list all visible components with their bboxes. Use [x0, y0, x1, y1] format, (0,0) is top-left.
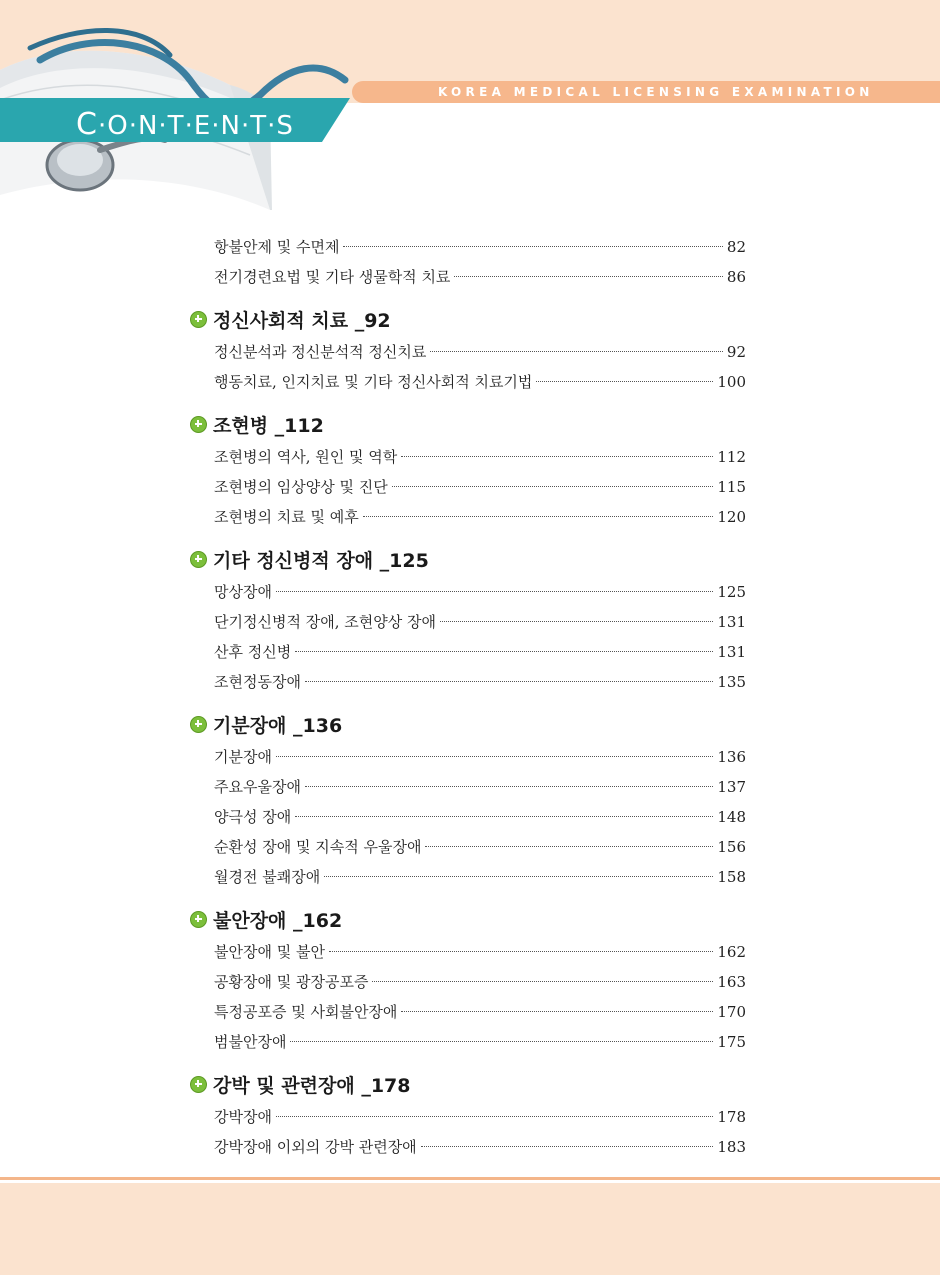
- toc-entry-label: 강박장애 이외의 강박 관련장애: [214, 1138, 417, 1156]
- toc-entry[interactable]: [190, 997, 746, 1027]
- toc-entry-label: 양극성 장애: [214, 808, 292, 826]
- toc-entry[interactable]: [190, 577, 746, 607]
- dot-leader: [324, 876, 713, 877]
- toc-entry-page: 115: [717, 478, 746, 496]
- toc-entry-page: 170: [717, 1003, 746, 1021]
- toc-entry-page: 120: [717, 508, 746, 526]
- toc-entry[interactable]: [190, 472, 746, 502]
- dot-leader: [363, 516, 714, 517]
- toc-entry[interactable]: [190, 367, 746, 397]
- dot-leader: [290, 1041, 713, 1042]
- toc-sections: [190, 304, 746, 1162]
- footer-background: [0, 1183, 940, 1275]
- toc-entry-page: 112: [717, 448, 746, 466]
- footer-divider: [0, 1177, 940, 1180]
- dot-leader: [329, 951, 713, 952]
- toc-entry-page: 178: [717, 1108, 746, 1126]
- toc-entry-label: 산후 정신병: [214, 643, 292, 661]
- dot-leader: [295, 816, 713, 817]
- toc-entry[interactable]: [190, 637, 746, 667]
- toc-entry-page: 163: [717, 973, 746, 991]
- dot-leader: [454, 276, 722, 277]
- contents-letter: S: [276, 111, 294, 141]
- toc-entry-label: 불안장애 및 불안: [214, 943, 325, 961]
- toc-entry[interactable]: [190, 772, 746, 802]
- toc-entry-label: 범불안장애: [214, 1033, 287, 1051]
- toc-entry-page: 100: [717, 373, 746, 391]
- toc-entry[interactable]: [190, 937, 746, 967]
- dot-leader: [372, 981, 713, 982]
- toc-entry[interactable]: [190, 967, 746, 997]
- section-heading[interactable]: [190, 544, 746, 574]
- dot-leader: [536, 381, 713, 382]
- intro-entries: [190, 232, 746, 292]
- dot-leader: [430, 351, 723, 352]
- toc-entry[interactable]: [190, 1132, 746, 1162]
- toc-entry-label: 강박장애: [214, 1108, 272, 1126]
- dot-leader: [305, 681, 713, 682]
- toc-entry[interactable]: [190, 862, 746, 892]
- section-title: 강박 및 관련장애 _178: [213, 1074, 411, 1097]
- toc-entry-label: 공황장애 및 광장공포증: [214, 973, 369, 991]
- exam-name-bar: KOREA MEDICAL LICENSING EXAMINATION: [352, 81, 940, 103]
- toc-entry[interactable]: [190, 802, 746, 832]
- toc-entry[interactable]: [190, 1102, 746, 1132]
- dot-leader: [276, 1116, 713, 1117]
- toc-entry-page: 158: [717, 868, 746, 886]
- section-title: 기타 정신병적 장애 _125: [213, 549, 429, 572]
- dot-leader: [276, 591, 713, 592]
- plus-circle-icon: [190, 1076, 207, 1093]
- contents-letter: T: [167, 111, 185, 141]
- dot-leader: [440, 621, 713, 622]
- toc-entry-label: 조현병의 치료 및 예후: [214, 508, 359, 526]
- toc-entry-label: 항불안제 및 수면제: [214, 238, 340, 256]
- dot-leader: [421, 1146, 714, 1147]
- section-heading[interactable]: [190, 304, 746, 334]
- toc-entry[interactable]: [190, 502, 746, 532]
- toc-entry[interactable]: [190, 442, 746, 472]
- dot-leader: [401, 456, 713, 457]
- dot-leader: [425, 846, 713, 847]
- toc-entry-page: 92: [726, 343, 746, 361]
- toc-entry-page: 135: [717, 673, 746, 691]
- plus-circle-icon: [190, 311, 207, 328]
- section-heading[interactable]: [190, 409, 746, 439]
- section-title: 정신사회적 치료 _92: [213, 309, 391, 332]
- dot-leader: [392, 486, 714, 487]
- toc-entry-label: 망상장애: [214, 583, 272, 601]
- plus-circle-icon: [190, 716, 207, 733]
- contents-letter: T: [250, 111, 268, 141]
- dot-leader: [276, 756, 713, 757]
- toc-entry[interactable]: [190, 1027, 746, 1057]
- toc-entry-label: 기분장애: [214, 748, 272, 766]
- toc-entry-page: 131: [717, 643, 746, 661]
- section-title: 조현병 _112: [213, 414, 324, 437]
- toc-entry[interactable]: [190, 262, 746, 292]
- toc-entry-page: 136: [717, 748, 746, 766]
- contents-letter: N: [137, 111, 159, 141]
- section-title: 불안장애 _162: [213, 909, 343, 932]
- contents-letter: O: [107, 111, 129, 141]
- toc-entry-label: 월경전 불쾌장애: [214, 868, 321, 886]
- toc-entry-label: 단기정신병적 장애, 조현양상 장애: [214, 613, 436, 631]
- toc-entry-label: 전기경련요법 및 기타 생물학적 치료: [214, 268, 451, 286]
- toc-entry[interactable]: [190, 832, 746, 862]
- toc-entry-label: 특정공포증 및 사회불안장애: [214, 1003, 398, 1021]
- dot-leader: [343, 246, 722, 247]
- toc-entry[interactable]: [190, 607, 746, 637]
- toc-entry-page: 156: [717, 838, 746, 856]
- plus-circle-icon: [190, 551, 207, 568]
- toc-entry-label: 순환성 장애 및 지속적 우울장애: [214, 838, 422, 856]
- section-heading[interactable]: [190, 1069, 746, 1099]
- contents-letter: C: [76, 107, 98, 142]
- toc-entry-label: 조현병의 역사, 원인 및 역학: [214, 448, 398, 466]
- dot-leader: [305, 786, 713, 787]
- section-title: 기분장애 _136: [213, 714, 343, 737]
- toc-entry-label: 조현정동장애: [214, 673, 301, 691]
- dot-leader: [401, 1011, 713, 1012]
- toc-entry-page: 137: [717, 778, 746, 796]
- toc-entry-page: 86: [726, 268, 746, 286]
- toc-entry[interactable]: [190, 742, 746, 772]
- plus-circle-icon: [190, 911, 207, 928]
- contents-letter: E: [193, 111, 212, 141]
- table-of-contents: [190, 232, 746, 1162]
- dot-leader: [295, 651, 713, 652]
- section-heading[interactable]: [190, 709, 746, 739]
- toc-entry-label: 주요우울장애: [214, 778, 301, 796]
- toc-entry-page: 175: [717, 1033, 746, 1051]
- toc-entry[interactable]: [190, 232, 746, 262]
- section-heading[interactable]: [190, 904, 746, 934]
- toc-entry-page: 131: [717, 613, 746, 631]
- toc-entry[interactable]: [190, 337, 746, 367]
- toc-entry-page: 183: [717, 1138, 746, 1156]
- plus-circle-icon: [190, 416, 207, 433]
- contents-title: C·O·N·T·E·N·T·S: [76, 107, 294, 142]
- toc-entry-label: 조현병의 임상양상 및 진단: [214, 478, 388, 496]
- toc-entry-page: 162: [717, 943, 746, 961]
- toc-entry[interactable]: [190, 667, 746, 697]
- toc-entry-page: 125: [717, 583, 746, 601]
- toc-entry-label: 행동치료, 인지치료 및 기타 정신사회적 치료기법: [214, 373, 533, 391]
- contents-letter: N: [220, 111, 241, 141]
- toc-entry-label: 정신분석과 정신분석적 정신치료: [214, 343, 427, 361]
- toc-entry-page: 82: [726, 238, 746, 256]
- toc-entry-page: 148: [717, 808, 746, 826]
